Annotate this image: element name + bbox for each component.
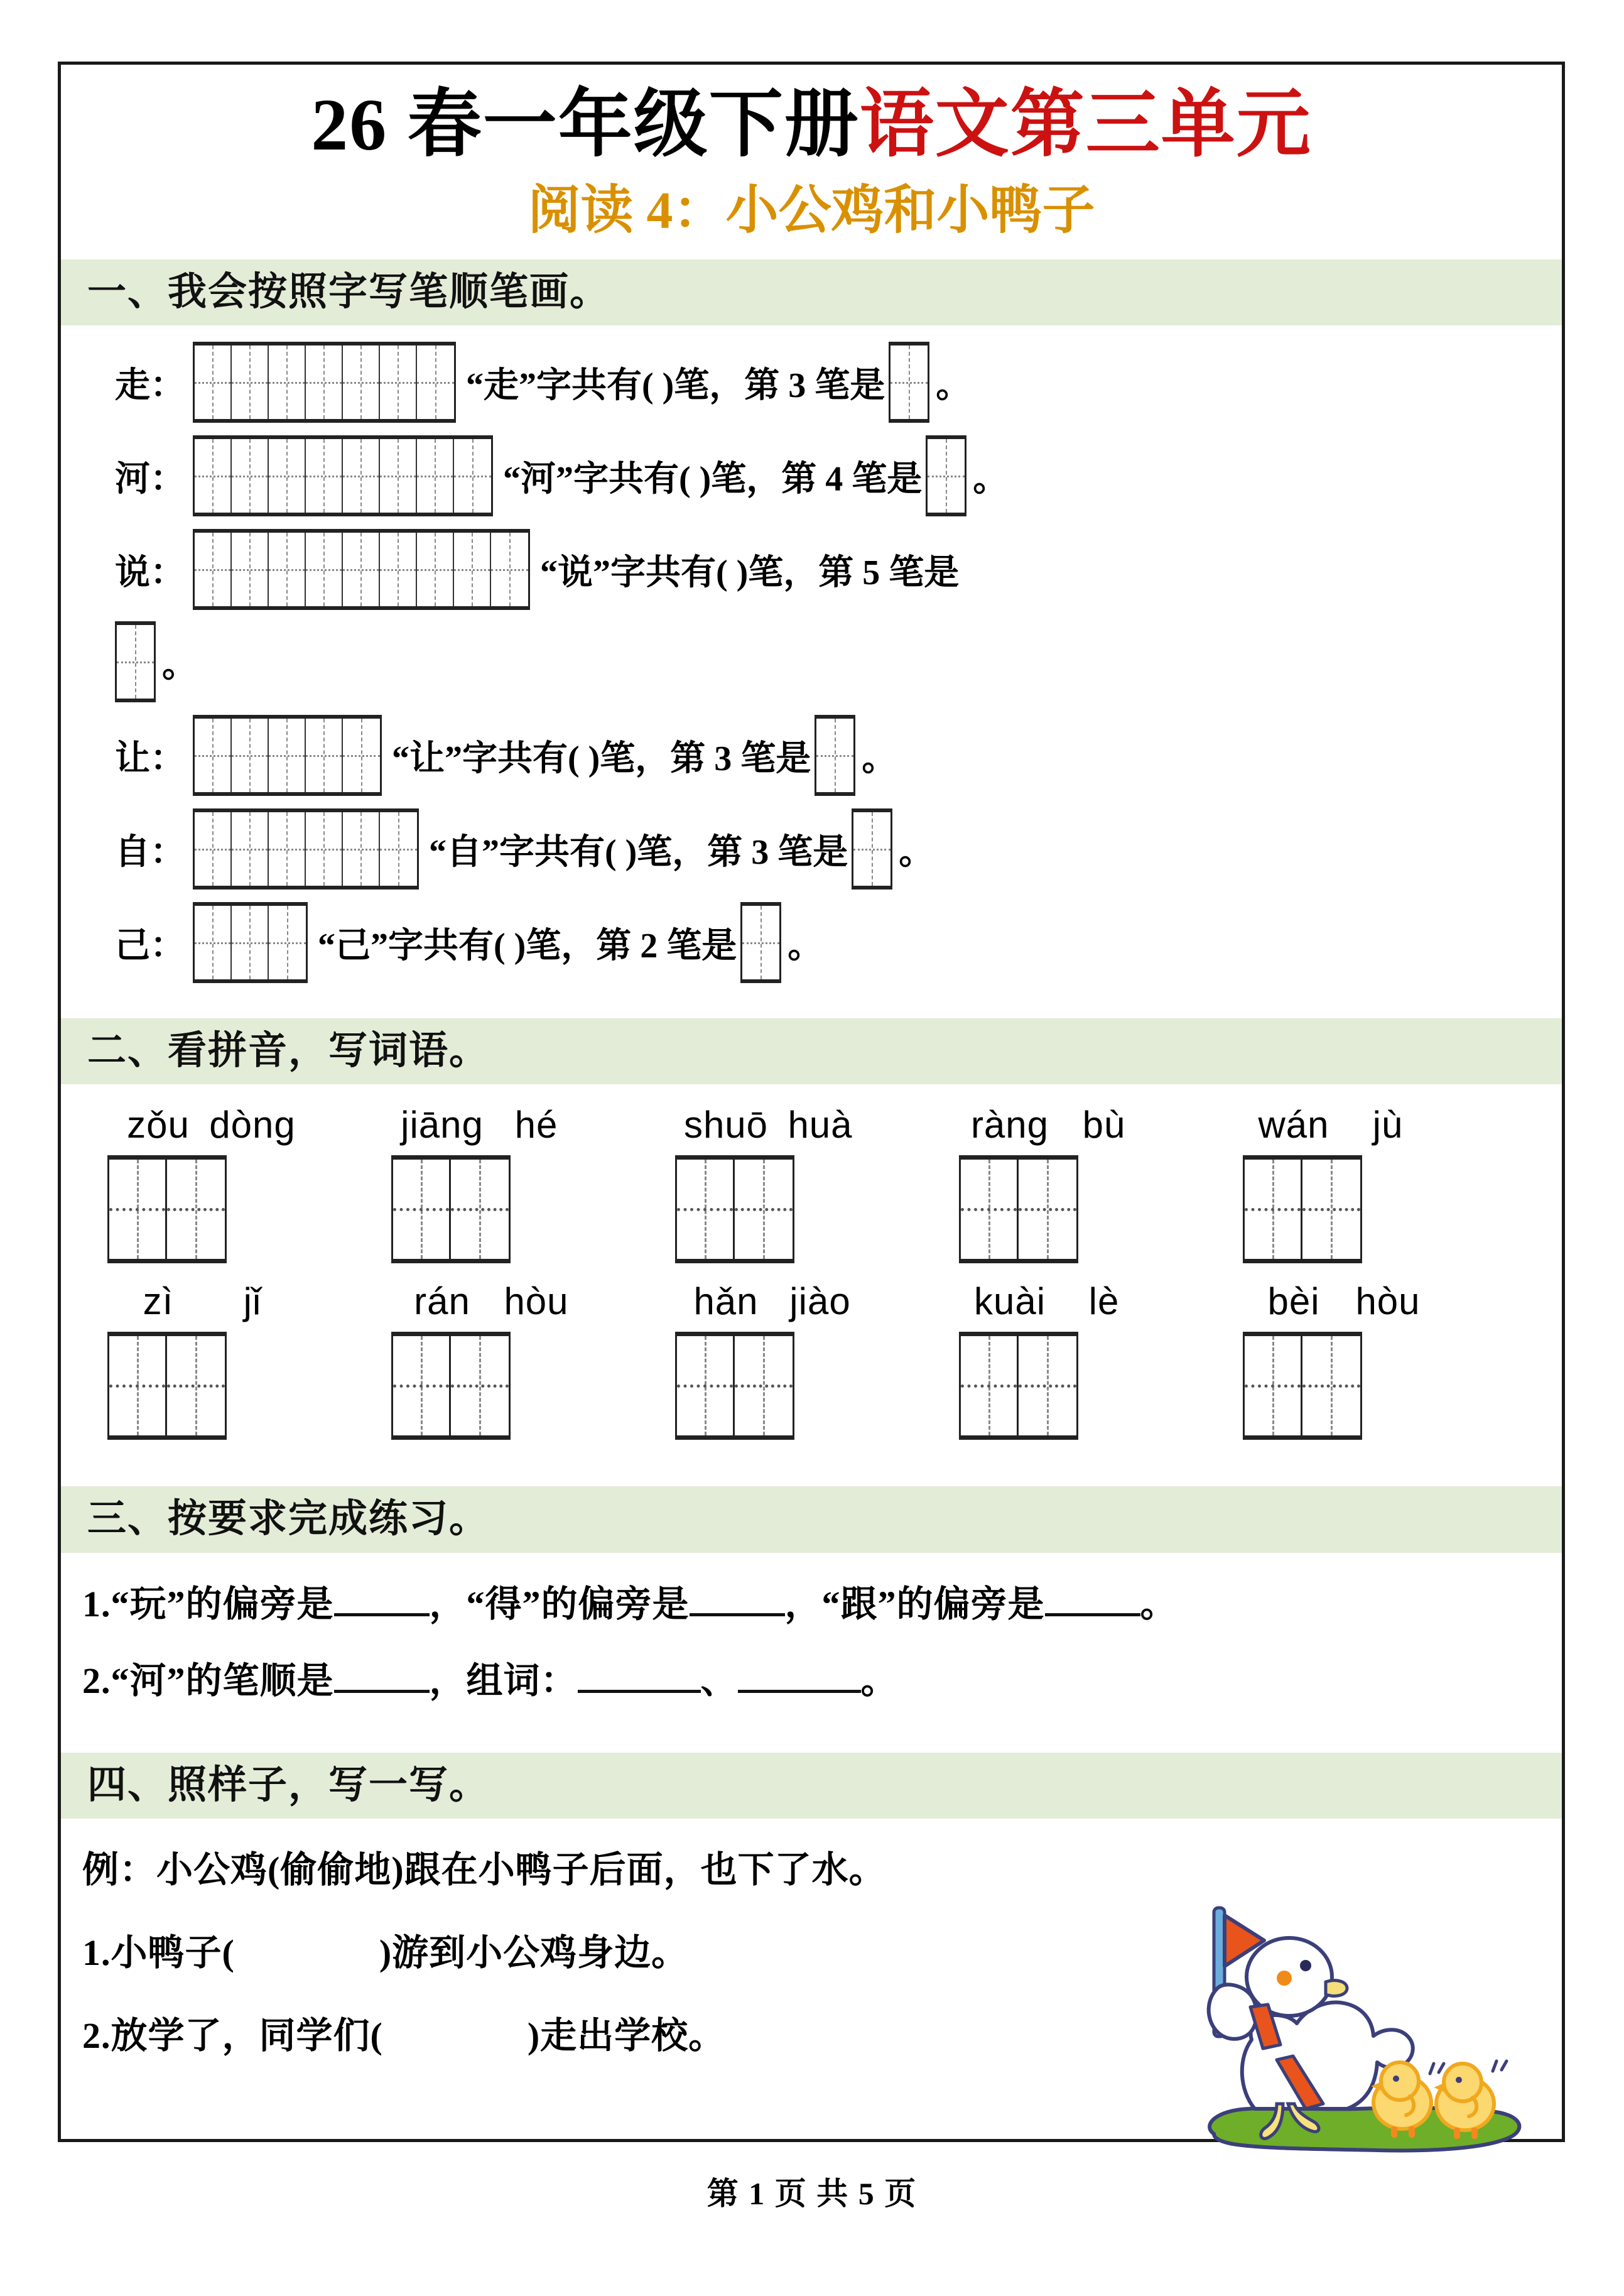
page-footer: 第 1 页 共 5 页 bbox=[706, 2176, 918, 2211]
writing-cell[interactable] bbox=[735, 1160, 793, 1259]
stroke-order-char: 走： bbox=[115, 366, 185, 405]
worksheet-page bbox=[58, 62, 1565, 2142]
duck-eye-icon bbox=[1300, 1960, 1311, 1971]
stroke-order-char: 自： bbox=[115, 832, 185, 872]
chirp-marks-icon bbox=[1493, 2061, 1507, 2071]
writing-cell[interactable] bbox=[853, 812, 890, 886]
section-heading-2: 二、看拼音，写词语。 bbox=[61, 1018, 1562, 1084]
writing-cell[interactable] bbox=[343, 812, 380, 886]
writing-grid[interactable] bbox=[193, 902, 308, 983]
pinyin-syllable: bù bbox=[1082, 1104, 1126, 1146]
pinyin-label bbox=[391, 1280, 583, 1323]
period-mark: 。 bbox=[788, 926, 823, 966]
word-writing-grid[interactable] bbox=[1243, 1155, 1362, 1263]
writing-cell[interactable] bbox=[109, 1160, 167, 1259]
writing-cell[interactable] bbox=[343, 345, 380, 419]
pinyin-syllable: ràng bbox=[970, 1104, 1049, 1146]
writing-cell[interactable] bbox=[393, 1336, 451, 1435]
period-mark: 。 bbox=[899, 832, 934, 872]
pinyin-word-item bbox=[675, 1280, 959, 1440]
pinyin-syllable: kuài bbox=[973, 1280, 1046, 1323]
writing-cell[interactable] bbox=[195, 719, 232, 792]
pinyin-syllable: rán bbox=[414, 1280, 470, 1323]
q1-part4: 。 bbox=[1140, 1583, 1177, 1624]
answer-blank[interactable] bbox=[738, 1690, 861, 1693]
pinyin-syllable: wán bbox=[1258, 1104, 1329, 1146]
q2-part2: ，组词： bbox=[429, 1660, 578, 1701]
q1-part2: ，“得”的偏旁是 bbox=[429, 1583, 690, 1624]
pinyin-label bbox=[959, 1280, 1151, 1323]
item2-after: )走出学校。 bbox=[527, 2015, 726, 2056]
writing-cell[interactable] bbox=[306, 719, 343, 792]
duck-beak-icon bbox=[1326, 1980, 1347, 1996]
chick-head bbox=[1444, 2064, 1481, 2101]
writing-cell[interactable] bbox=[232, 812, 269, 886]
period-mark: 。 bbox=[862, 739, 897, 778]
answer-box-holder bbox=[115, 621, 197, 702]
writing-cell[interactable] bbox=[195, 533, 232, 606]
writing-cell[interactable] bbox=[232, 439, 269, 513]
writing-cell[interactable] bbox=[1019, 1336, 1076, 1435]
writing-cell[interactable] bbox=[451, 1160, 509, 1259]
writing-grid[interactable] bbox=[815, 715, 855, 796]
stroke-question-text: “说”字共有( )笔，第 5 笔是 bbox=[540, 553, 960, 592]
writing-grid[interactable] bbox=[193, 342, 456, 423]
page-subtitle: 阅读 4：小公鸡和小鸭子 bbox=[528, 182, 1095, 241]
writing-cell[interactable] bbox=[677, 1336, 735, 1435]
word-writing-grid[interactable] bbox=[107, 1332, 227, 1440]
stroke-order-char: 让： bbox=[115, 739, 185, 778]
sentence-writing-exercise bbox=[61, 1819, 1562, 2167]
title-black-part: 26 春一年级下册 bbox=[311, 84, 860, 166]
writing-cell[interactable] bbox=[454, 439, 491, 513]
pinyin-syllable: jiāng bbox=[401, 1104, 484, 1146]
line-break bbox=[115, 610, 1562, 621]
writing-grid[interactable] bbox=[115, 621, 156, 702]
writing-cell[interactable] bbox=[269, 719, 306, 792]
duck-cheek-icon bbox=[1277, 1971, 1292, 1986]
writing-cell[interactable] bbox=[269, 345, 306, 419]
q1-part3: ，“跟”的偏旁是 bbox=[784, 1583, 1045, 1624]
writing-cell[interactable] bbox=[195, 812, 232, 886]
writing-cell[interactable] bbox=[454, 533, 491, 606]
pinyin-row bbox=[61, 1280, 1562, 1440]
writing-cell[interactable] bbox=[816, 719, 853, 792]
pinyin-label bbox=[675, 1103, 867, 1146]
q2-part1: 2.“河”的笔顺是 bbox=[82, 1660, 334, 1701]
answer-blank[interactable] bbox=[1045, 1613, 1140, 1616]
stroke-question-text: “走”字共有( )笔，第 3 笔是 bbox=[466, 366, 885, 405]
writing-cell[interactable] bbox=[1245, 1160, 1302, 1259]
writing-grid[interactable] bbox=[193, 715, 382, 796]
word-writing-grid[interactable] bbox=[675, 1155, 794, 1263]
duck-with-flag-illustration bbox=[1189, 1883, 1540, 2178]
pinyin-word-item bbox=[959, 1280, 1243, 1440]
writing-cell[interactable] bbox=[306, 439, 343, 513]
answer-blank[interactable] bbox=[334, 1690, 430, 1693]
period-mark: 。 bbox=[973, 459, 1009, 499]
pinyin-word-item bbox=[1243, 1280, 1527, 1440]
stroke-order-row bbox=[61, 902, 1562, 983]
writing-cell[interactable] bbox=[195, 439, 232, 513]
requirements-exercise bbox=[61, 1553, 1562, 1736]
pinyin-syllable: jiào bbox=[789, 1280, 851, 1323]
pinyin-syllable: hǎn bbox=[693, 1280, 759, 1323]
writing-cell[interactable] bbox=[269, 812, 306, 886]
chick-beak-icon bbox=[1436, 2084, 1445, 2091]
pinyin-writing-exercise bbox=[61, 1084, 1562, 1470]
pinyin-label bbox=[107, 1280, 300, 1323]
chirp-marks-icon bbox=[1430, 2064, 1444, 2074]
example-sentence: 例：小公鸡(偷偷地)跟在小鸭子后面，也下了水。 bbox=[82, 1849, 886, 1890]
writing-cell[interactable] bbox=[167, 1336, 225, 1435]
writing-cell[interactable] bbox=[417, 439, 454, 513]
writing-grid[interactable] bbox=[193, 435, 493, 516]
pinyin-syllable: zǒu bbox=[127, 1104, 190, 1146]
pinyin-syllable: lè bbox=[1088, 1280, 1120, 1323]
chick-leg-right bbox=[1409, 2126, 1415, 2138]
stroke-question-text: “让”字共有( )笔，第 3 笔是 bbox=[392, 739, 811, 778]
writing-cell[interactable] bbox=[380, 345, 417, 419]
question-row bbox=[61, 1651, 1562, 1704]
writing-cell[interactable] bbox=[109, 1336, 167, 1435]
writing-cell[interactable] bbox=[1019, 1160, 1076, 1259]
pinyin-label bbox=[959, 1103, 1151, 1146]
stroke-order-char: 河： bbox=[115, 459, 185, 499]
writing-grid[interactable] bbox=[926, 435, 966, 516]
item1-before: 1.小鸭子( bbox=[82, 1932, 235, 1973]
pinyin-word-item bbox=[959, 1103, 1243, 1263]
q2-part4: 。 bbox=[860, 1660, 898, 1701]
word-writing-grid[interactable] bbox=[675, 1332, 794, 1440]
item2-before: 2.放学了，同学们( bbox=[82, 2015, 383, 2056]
pinyin-syllable: hòu bbox=[504, 1280, 569, 1323]
pinyin-syllable: jǐ bbox=[243, 1280, 262, 1323]
stroke-question-text: “己”字共有( )笔，第 2 笔是 bbox=[318, 926, 737, 966]
pinyin-syllable: bèi bbox=[1267, 1280, 1320, 1323]
writing-grid[interactable] bbox=[740, 902, 781, 983]
section-heading-1: 一、我会按照字写笔顺笔画。 bbox=[61, 259, 1562, 325]
pinyin-word-item bbox=[391, 1103, 675, 1263]
page-inner bbox=[61, 65, 1562, 2139]
writing-cell[interactable] bbox=[380, 533, 417, 606]
stroke-order-row bbox=[61, 715, 1562, 796]
writing-cell[interactable] bbox=[380, 439, 417, 513]
pinyin-word-item bbox=[107, 1103, 391, 1263]
writing-grid[interactable] bbox=[193, 529, 530, 610]
stroke-order-row bbox=[61, 808, 1562, 890]
writing-cell[interactable] bbox=[269, 533, 306, 606]
writing-cell[interactable] bbox=[961, 1336, 1019, 1435]
answer-blank[interactable] bbox=[690, 1613, 785, 1616]
writing-cell[interactable] bbox=[306, 533, 343, 606]
writing-cell[interactable] bbox=[1302, 1336, 1360, 1435]
pinyin-word-item bbox=[391, 1280, 675, 1440]
q1-part1: 1.“玩”的偏旁是 bbox=[82, 1583, 334, 1624]
writing-cell[interactable] bbox=[1245, 1336, 1302, 1435]
writing-cell[interactable] bbox=[417, 533, 454, 606]
pinyin-syllable: hé bbox=[514, 1104, 558, 1146]
writing-cell[interactable] bbox=[343, 719, 380, 792]
section-heading-3: 三、按要求完成练习。 bbox=[61, 1486, 1562, 1552]
writing-grid[interactable] bbox=[193, 808, 419, 890]
word-writing-grid[interactable] bbox=[959, 1332, 1078, 1440]
writing-cell[interactable] bbox=[343, 533, 380, 606]
writing-cell[interactable] bbox=[928, 439, 965, 513]
chick-leg-right bbox=[1471, 2128, 1478, 2139]
chick-head bbox=[1381, 2062, 1419, 2100]
writing-cell[interactable] bbox=[232, 906, 269, 979]
stroke-order-row bbox=[61, 342, 1562, 423]
writing-grid[interactable] bbox=[852, 808, 892, 890]
writing-cell[interactable] bbox=[269, 906, 306, 979]
writing-cell[interactable] bbox=[393, 1160, 451, 1259]
writing-cell[interactable] bbox=[343, 439, 380, 513]
stroke-order-char: 己： bbox=[115, 926, 185, 966]
writing-cell[interactable] bbox=[269, 439, 306, 513]
writing-cell[interactable] bbox=[491, 533, 528, 606]
writing-cell[interactable] bbox=[380, 812, 417, 886]
chick-eye-icon bbox=[1456, 2077, 1462, 2083]
stroke-question-text: “自”字共有( )笔，第 3 笔是 bbox=[429, 832, 848, 872]
writing-cell[interactable] bbox=[232, 345, 269, 419]
writing-cell[interactable] bbox=[1302, 1160, 1360, 1259]
writing-cell[interactable] bbox=[677, 1160, 735, 1259]
pinyin-syllable: zì bbox=[143, 1280, 174, 1323]
word-writing-grid[interactable] bbox=[107, 1155, 227, 1263]
pinyin-syllable: shuō bbox=[683, 1104, 769, 1146]
pinyin-label bbox=[675, 1280, 867, 1323]
pinyin-syllable: jù bbox=[1372, 1104, 1404, 1146]
word-writing-grid[interactable] bbox=[1243, 1332, 1362, 1440]
writing-cell[interactable] bbox=[742, 906, 779, 979]
word-writing-grid[interactable] bbox=[391, 1155, 511, 1263]
word-writing-grid[interactable] bbox=[959, 1155, 1078, 1263]
writing-cell[interactable] bbox=[232, 533, 269, 606]
period-mark: 。 bbox=[936, 366, 972, 405]
stroke-order-exercise bbox=[61, 325, 1562, 1002]
pinyin-word-item bbox=[107, 1280, 391, 1440]
stroke-question-text: “河”字共有( )笔，第 4 笔是 bbox=[503, 459, 923, 499]
title-red-part: 语文第三单元 bbox=[859, 84, 1312, 166]
stroke-order-char: 说： bbox=[115, 553, 185, 592]
writing-cell[interactable] bbox=[232, 719, 269, 792]
writing-cell[interactable] bbox=[961, 1160, 1019, 1259]
chick-eye-icon bbox=[1393, 2076, 1399, 2082]
writing-cell[interactable] bbox=[306, 345, 343, 419]
answer-blank[interactable] bbox=[334, 1613, 430, 1616]
item1-after: )游到小公鸡身边。 bbox=[379, 1932, 689, 1973]
writing-cell[interactable] bbox=[195, 906, 232, 979]
writing-cell[interactable] bbox=[890, 345, 928, 419]
stroke-order-row bbox=[61, 435, 1562, 516]
stroke-order-row bbox=[61, 529, 1562, 702]
pinyin-label bbox=[107, 1103, 300, 1146]
q2-part3: 、 bbox=[700, 1660, 738, 1701]
writing-cell[interactable] bbox=[306, 812, 343, 886]
pinyin-syllable: huà bbox=[788, 1104, 853, 1146]
pinyin-word-item bbox=[675, 1103, 959, 1263]
period-mark: 。 bbox=[162, 645, 197, 685]
pinyin-row bbox=[61, 1103, 1562, 1263]
section-heading-4: 四、照样子，写一写。 bbox=[61, 1753, 1562, 1819]
writing-cell[interactable] bbox=[451, 1336, 509, 1435]
writing-grid[interactable] bbox=[889, 342, 929, 423]
pinyin-label bbox=[1243, 1280, 1435, 1323]
writing-cell[interactable] bbox=[735, 1336, 793, 1435]
writing-cell[interactable] bbox=[167, 1160, 225, 1259]
pinyin-syllable: dòng bbox=[209, 1104, 296, 1146]
page-title bbox=[61, 81, 1562, 168]
pinyin-word-item bbox=[1243, 1103, 1527, 1263]
pinyin-label bbox=[391, 1103, 583, 1146]
pinyin-syllable: hòu bbox=[1355, 1280, 1421, 1323]
writing-cell[interactable] bbox=[117, 625, 154, 699]
answer-blank[interactable] bbox=[578, 1690, 701, 1693]
pinyin-label bbox=[1243, 1103, 1435, 1146]
chick-leg-left bbox=[1391, 2126, 1397, 2138]
question-row bbox=[61, 1574, 1562, 1627]
writing-cell[interactable] bbox=[417, 345, 454, 419]
chick-leg-left bbox=[1454, 2128, 1460, 2139]
writing-cell[interactable] bbox=[195, 345, 232, 419]
word-writing-grid[interactable] bbox=[391, 1332, 511, 1440]
duck-wing bbox=[1209, 1984, 1257, 2038]
